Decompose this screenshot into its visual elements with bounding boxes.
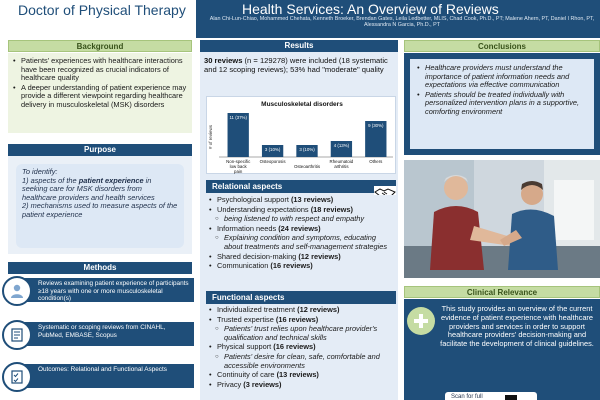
qr-code-icon	[505, 395, 517, 400]
results-heading: Results	[200, 40, 398, 52]
methods-heading: Methods	[8, 262, 192, 274]
functional-heading: Functional aspects	[206, 291, 396, 304]
document-icon	[2, 320, 32, 350]
chart-ylabel: # of reviews	[208, 124, 213, 150]
methods-item	[0, 276, 196, 304]
functional-subitem: ○ Patients' trust relies upon healthcare provider's qualification and technical skills	[208, 325, 394, 342]
person-icon	[2, 276, 32, 306]
functional-sublist	[208, 353, 394, 370]
conclusions-list	[416, 64, 588, 117]
poster-title: Health Services: An Overview of Reviews	[242, 1, 499, 17]
background-list	[12, 57, 188, 110]
chart-data-label: 4 (13%)	[333, 143, 350, 148]
chart-tick-label: Others	[369, 159, 383, 164]
chart-tick-label: Rheumatoid arthritis	[329, 159, 354, 169]
author-list: Alan Chi-Lun-Chiao, Mohammed Chehata, Kenneth Broeker, Brendan Gates, Leila Ledbetter, MLIS, Chad Cook, Ph.D., PT; Malene Ahern, PT, Daniel I Rhon, PT, Alessandra N Garcia, Ph.D., PT	[209, 16, 595, 29]
conclusion-bullet: • Patients should be treated individually with personalized intervention plans in a supportive, comforting environment	[416, 91, 588, 117]
plus-icon	[407, 307, 435, 335]
functional-item: • Trusted expertise (16 reviews)	[208, 316, 394, 325]
scan-label: Scan for full	[451, 394, 483, 400]
methods-item-text: Systematic or scoping reviews from CINAHL, PubMed, EMBASE, Scopus	[22, 322, 194, 346]
methods-item-text: Outcomes: Relational and Functional Aspects	[22, 364, 194, 388]
methods-panel	[0, 276, 200, 400]
scan-label-box	[445, 392, 537, 400]
purpose-intro: To identify:	[22, 167, 58, 176]
clinical-panel	[404, 299, 600, 400]
background-heading: Background	[8, 40, 192, 52]
functional-subitem: ○ Patients' desire for clean, safe, comfortable and accessible environments	[208, 353, 394, 370]
purpose-item-2: 2) mechanisms used to measure aspects of the patient experience	[22, 201, 178, 219]
chart-data-label: 9 (30%)	[368, 123, 384, 128]
msk-chart	[206, 96, 396, 174]
chart-tick-label: Non-specific low back pain	[226, 159, 251, 174]
functional-panel	[206, 305, 396, 400]
background-bullet: • Patients' experiences with healthcare interactions have been recognized as crucial indicators of healthcare quality	[12, 57, 188, 83]
conclusions-panel	[404, 53, 600, 155]
clinician-patient-photo	[404, 160, 600, 278]
functional-sublist	[208, 325, 394, 342]
clinical-text: This study provides an overview of the current evidence of patient experience with healthcare providers and services in order to support healthcare providers' decision-making and facilitate the development of clinical guidelines.	[440, 304, 594, 349]
methods-item	[0, 320, 196, 348]
checklist-icon	[2, 362, 32, 392]
methods-item-text: Reviews examining patient experience of participants ≥18 years with one or more musculoskeletal condition(s)	[22, 278, 194, 302]
relational-sublist	[208, 215, 394, 224]
header-left	[0, 0, 200, 28]
clinical-heading: Clinical Relevance	[404, 286, 600, 298]
relational-item: • Communication (16 reviews)	[208, 262, 394, 271]
department-label: Doctor of Physical Therapy	[18, 2, 186, 18]
conclusions-box	[410, 59, 594, 149]
chart-data-label: 3 (10%)	[299, 147, 315, 152]
chart-title: Musculoskeletal disorders	[261, 101, 343, 108]
relational-sublist	[208, 234, 394, 251]
relational-list	[208, 196, 394, 271]
relational-item: • Information needs (24 reviews)	[208, 225, 394, 234]
relational-subitem: ○ Explaining condition and symptoms, educating about treatments and self-management strategies	[208, 234, 394, 251]
background-panel	[8, 53, 192, 133]
functional-item: • Individualized treatment (12 reviews)	[208, 306, 394, 315]
chart-tick-label: Osteoarthritis	[293, 164, 321, 169]
conclusion-bullet: • Healthcare providers must understand the importance of patient information needs and expectations via effective communication	[416, 64, 588, 90]
relational-heading: Relational aspects	[206, 180, 396, 193]
purpose-item-1: 1) aspects of the patient experience in seeking care for MSK disorders from healthcare providers and health services	[22, 175, 155, 202]
purpose-heading: Purpose	[8, 144, 192, 156]
purpose-box	[16, 164, 184, 248]
results-intro: 30 reviews (n = 129278) were included (18 systematic and 12 scoping reviews); 53% had "moderate" quality	[204, 56, 388, 74]
functional-item: • Physical support (16 reviews)	[208, 343, 394, 352]
purpose-panel	[8, 156, 192, 254]
chart-data-label: 11 (37%)	[229, 115, 247, 120]
conclusions-heading: Conclusions	[404, 40, 600, 52]
chart-tick-label: Osteoporosis	[259, 159, 286, 164]
header-banner	[196, 0, 600, 38]
methods-item	[0, 362, 196, 390]
functional-item: • Privacy (3 reviews)	[208, 381, 394, 390]
msk-bar-chart	[207, 97, 397, 175]
functional-item: • Continuity of care (13 reviews)	[208, 371, 394, 380]
background-bullet: • A deeper understanding of patient experience may provide a different viewpoint regarding healthcare delivery in musculoskeletal (MSK) disorders	[12, 84, 188, 110]
functional-list	[208, 306, 394, 389]
chart-data-label: 3 (10%)	[264, 147, 281, 152]
relational-item: • Psychological support (13 reviews)	[208, 196, 394, 205]
relational-subitem: ○ being listened to with respect and empathy	[208, 215, 394, 224]
relational-panel	[206, 195, 396, 282]
relational-item: • Shared decision-making (12 reviews)	[208, 253, 394, 262]
relational-item: • Understanding expectations (18 reviews)	[208, 206, 394, 215]
